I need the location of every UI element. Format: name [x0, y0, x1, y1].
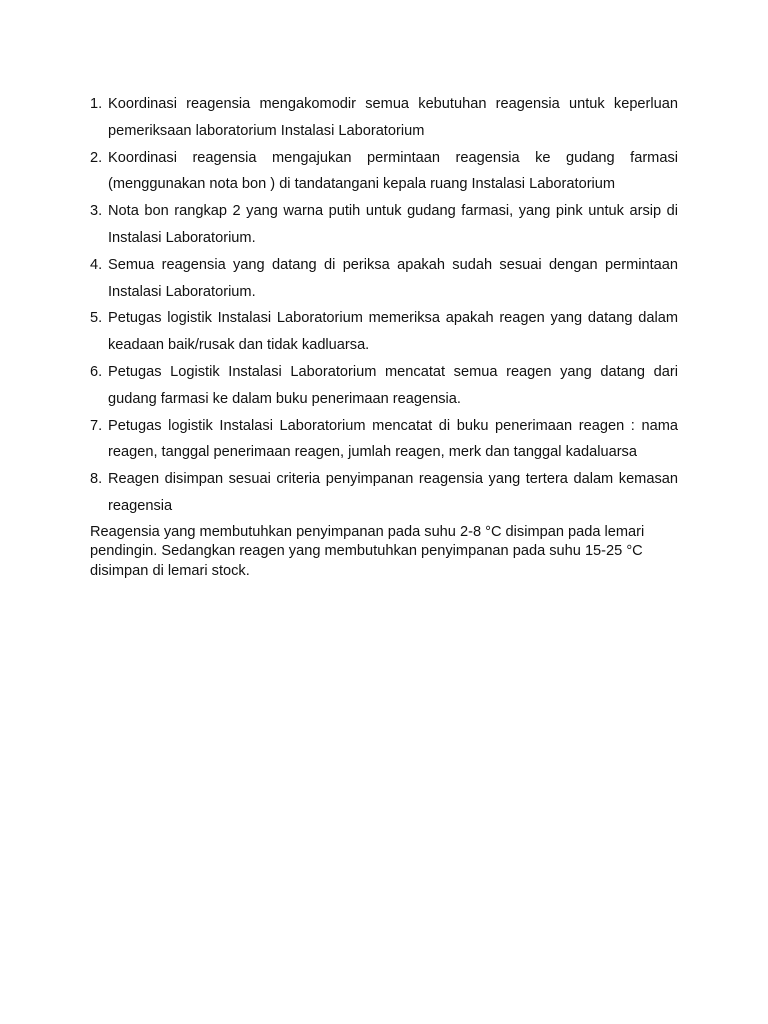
list-item-number: 2.	[90, 149, 103, 166]
list-item	[90, 198, 678, 252]
list-item-number: 4.	[90, 256, 103, 273]
storage-note-paragraph: Reagensia yang membutuhkan penyimpanan pada suhu 2-8 °C disimpan pada lemari pendingin. Sedangkan reagen yang membutuhkan penyimpanan pada suhu 15-25 °C disimpan di lemari stock.	[90, 523, 645, 579]
list-item-number: 3.	[90, 203, 103, 220]
list-item	[90, 252, 678, 306]
document-body	[90, 91, 678, 581]
list-item-text: Reagen disimpan sesuai criteria penyimpanan reagensia yang tertera dalam kemasan reagensia	[108, 471, 678, 514]
list-item	[90, 145, 678, 199]
list-item	[90, 305, 678, 359]
list-item-text: Petugas logistik Instalasi Laboratorium memeriksa apakah reagen yang datang dalam keadaan baik/rusak dan tidak kadluarsa.	[108, 310, 678, 354]
list-item-number: 5.	[90, 310, 103, 327]
list-item-number: 8.	[90, 471, 103, 488]
list-item	[90, 91, 678, 145]
list-item	[90, 359, 678, 413]
list-item-number: 7.	[90, 417, 103, 434]
procedure-list	[90, 91, 678, 520]
list-item-text: Petugas logistik Instalasi Laboratorium mencatat di buku penerimaan reagen : nama reagen, tanggal penerimaan reagen, jumlah reagen, merk dan tanggal kadaluarsa	[108, 417, 678, 461]
list-item-text: Koordinasi reagensia mengakomodir semua kebutuhan reagensia untuk keperluan pemeriksaan laboratorium Instalasi Laboratorium	[108, 96, 678, 139]
list-item-number: 1.	[90, 96, 103, 112]
list-item-text: Koordinasi reagensia mengajukan permintaan reagensia ke gudang farmasi (menggunakan nota bon ) di tandatangani kepala ruang Instalasi Laboratorium	[108, 149, 678, 193]
list-item-text: Petugas Logistik Instalasi Laboratorium mencatat semua reagen yang datang dari gudang farmasi ke dalam buku penerimaan reagensia.	[108, 363, 678, 407]
list-item	[90, 413, 678, 467]
list-item-text: Nota bon rangkap 2 yang warna putih untuk gudang farmasi, yang pink untuk arsip di Instalasi Laboratorium.	[108, 203, 678, 246]
list-item-number: 6.	[90, 363, 103, 380]
list-item	[90, 466, 678, 520]
list-item-text: Semua reagensia yang datang di periksa apakah sudah sesuai dengan permintaan Instalasi Laboratorium.	[108, 256, 678, 300]
